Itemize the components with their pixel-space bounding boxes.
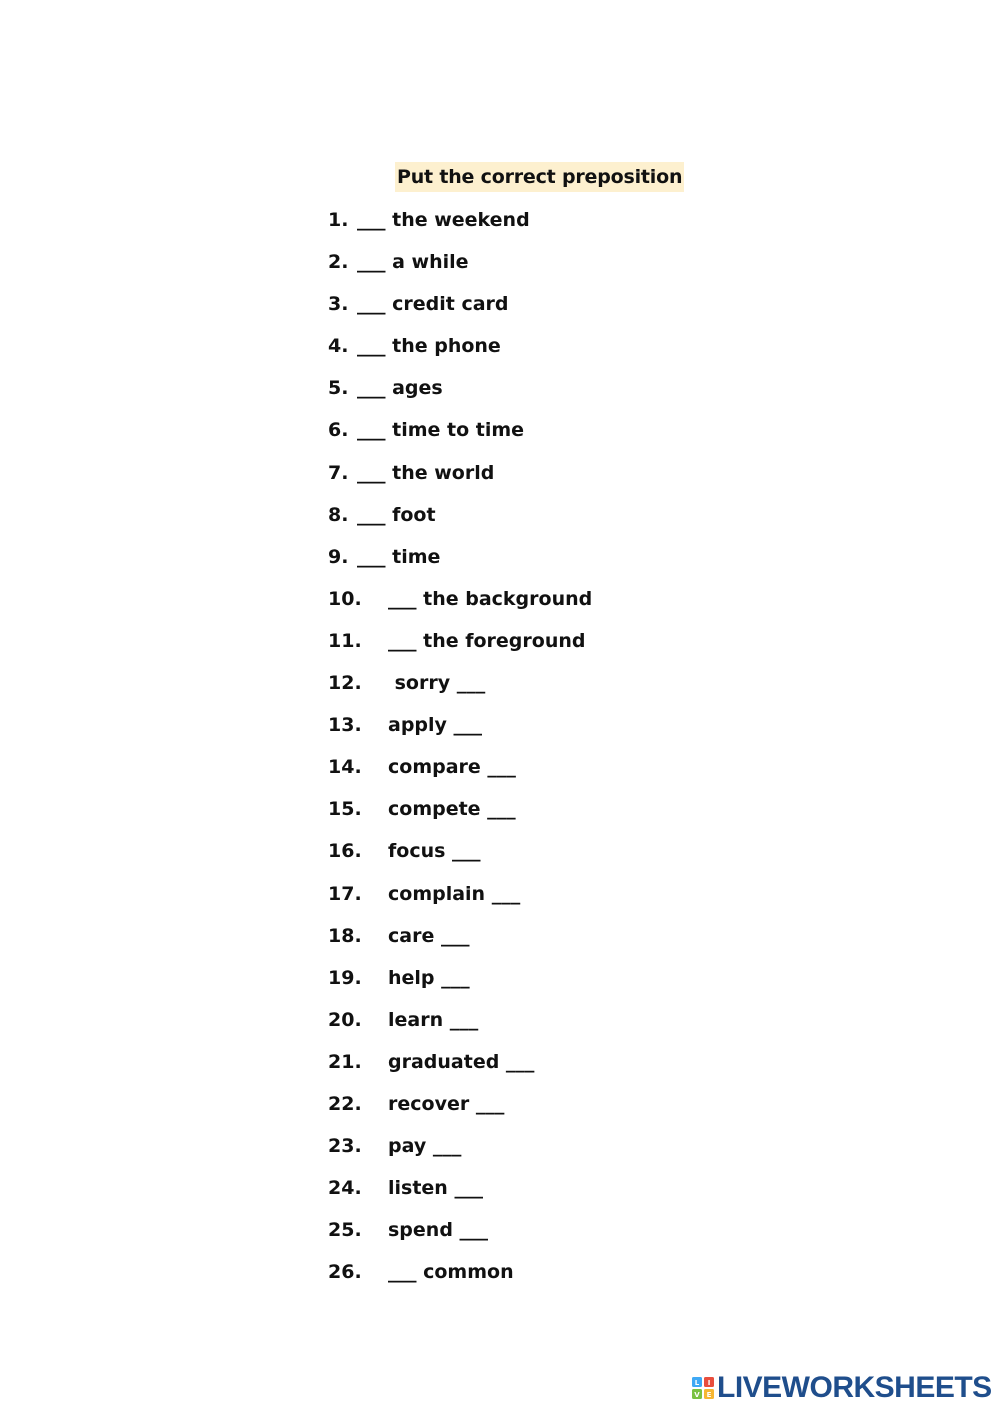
exercise-number: 6. <box>328 419 349 442</box>
exercise-prompt: complain ___ <box>388 882 521 905</box>
exercise-item <box>328 625 748 667</box>
exercise-item <box>328 330 748 372</box>
exercise-item <box>328 204 748 246</box>
exercise-item <box>328 1046 748 1088</box>
exercise-number: 8. <box>328 503 349 526</box>
exercise-number: 24. <box>328 1177 362 1200</box>
exercise-prompt: ___ ages <box>357 377 443 400</box>
exercise-prompt: ___ the weekend <box>357 209 530 231</box>
liveworksheets-logo-icon <box>692 1377 714 1399</box>
exercise-prompt: ___ common <box>388 1261 514 1284</box>
exercise-number: 1. <box>328 209 349 231</box>
exercise-number: 22. <box>328 1092 362 1115</box>
exercise-item <box>328 372 748 414</box>
exercise-number: 11. <box>328 629 362 652</box>
svg-text:V: V <box>694 1391 700 1399</box>
exercise-item <box>328 793 748 835</box>
exercise-prompt: ___ a while <box>357 251 469 274</box>
exercise-item <box>328 1214 748 1256</box>
exercise-prompt: focus ___ <box>388 840 481 863</box>
exercise-item <box>328 288 748 330</box>
exercise-item <box>328 246 748 288</box>
svg-text:L: L <box>694 1379 700 1387</box>
exercise-item <box>328 1004 748 1046</box>
exercise-number: 17. <box>328 882 362 905</box>
exercise-number: 4. <box>328 335 349 358</box>
exercise-prompt: ___ the foreground <box>388 629 586 652</box>
exercise-item <box>328 920 748 962</box>
exercise-prompt: learn ___ <box>388 1008 479 1031</box>
liveworksheets-logo <box>692 1371 992 1405</box>
logo-text: LIVEWORKSHEETS <box>717 1371 992 1404</box>
exercise-item <box>328 667 748 709</box>
exercise-item <box>328 1256 748 1298</box>
exercise-item <box>328 835 748 877</box>
exercise-prompt: compare ___ <box>388 756 516 779</box>
exercise-item <box>328 1088 748 1130</box>
exercise-prompt: ___ the world <box>357 461 495 484</box>
exercise-prompt: ___ time <box>357 545 441 568</box>
exercise-prompt: care ___ <box>388 924 470 947</box>
exercise-item <box>328 1172 748 1214</box>
exercise-number: 19. <box>328 966 362 989</box>
exercise-number: 13. <box>328 714 362 737</box>
exercise-item <box>328 583 748 625</box>
exercise-number: 2. <box>328 251 349 274</box>
exercise-prompt: help ___ <box>388 966 470 989</box>
exercise-item <box>328 499 748 541</box>
exercise-item <box>328 457 748 499</box>
exercise-number: 9. <box>328 545 349 568</box>
exercise-number: 25. <box>328 1219 362 1242</box>
exercise-number: 18. <box>328 924 362 947</box>
exercise-number: 5. <box>328 377 349 400</box>
exercise-number: 16. <box>328 840 362 863</box>
exercise-prompt: graduated ___ <box>388 1050 535 1073</box>
svg-text:E: E <box>706 1391 712 1399</box>
svg-text:I: I <box>707 1379 711 1387</box>
exercise-number: 20. <box>328 1008 362 1031</box>
exercise-prompt: recover ___ <box>388 1092 505 1115</box>
exercise-prompt: apply ___ <box>388 714 483 737</box>
exercise-prompt: sorry ___ <box>388 672 486 695</box>
exercise-prompt: ___ foot <box>357 503 436 526</box>
exercise-number: 10. <box>328 587 362 610</box>
exercise-item <box>328 962 748 1004</box>
exercise-prompt: pay ___ <box>388 1135 462 1158</box>
exercise-prompt: ___ the background <box>388 587 593 610</box>
exercise-number: 3. <box>328 293 349 316</box>
exercise-number: 21. <box>328 1050 362 1073</box>
exercise-prompt: listen ___ <box>388 1177 483 1200</box>
exercise-number: 26. <box>328 1261 362 1284</box>
exercise-prompt: compete ___ <box>388 798 516 821</box>
exercise-item <box>328 541 748 583</box>
exercise-list <box>328 204 748 1298</box>
exercise-item <box>328 878 748 920</box>
exercise-number: 14. <box>328 756 362 779</box>
exercise-prompt: spend ___ <box>388 1219 489 1242</box>
exercise-item <box>328 709 748 751</box>
exercise-prompt: ___ the phone <box>357 335 501 358</box>
exercise-item <box>328 414 748 456</box>
exercise-number: 7. <box>328 461 349 484</box>
worksheet-title: Put the correct preposition <box>395 162 684 192</box>
exercise-prompt: ___ time to time <box>357 419 525 442</box>
exercise-item <box>328 1130 748 1172</box>
exercise-prompt: ___ credit card <box>357 293 509 316</box>
exercise-number: 15. <box>328 798 362 821</box>
exercise-item <box>328 751 748 793</box>
exercise-number: 12. <box>328 672 362 695</box>
exercise-number: 23. <box>328 1135 362 1158</box>
